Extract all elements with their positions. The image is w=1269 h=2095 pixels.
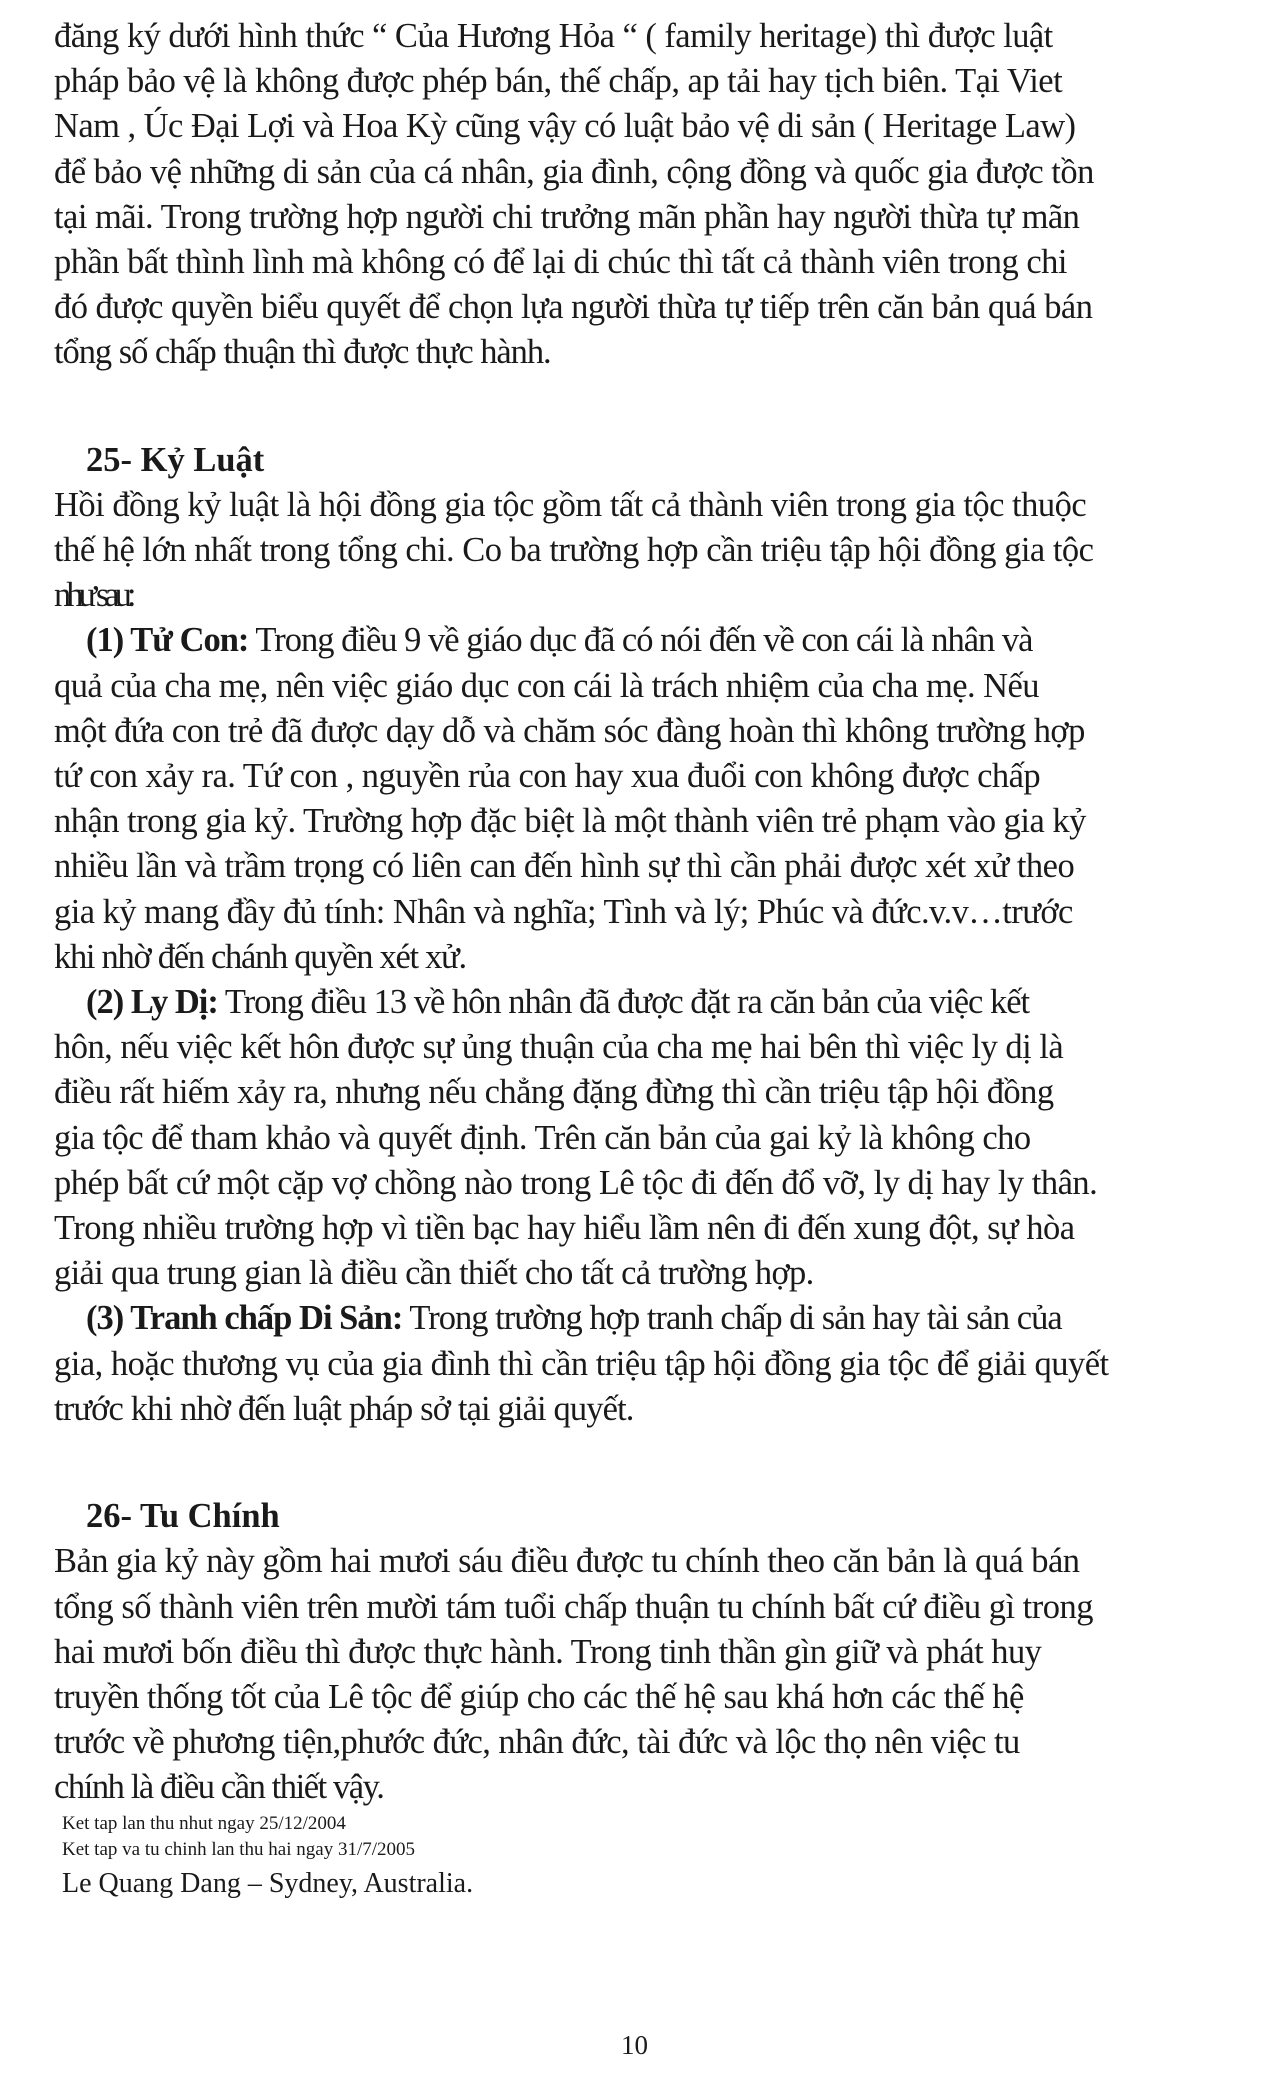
text-line: hai mươi bốn điều thì được thực hành. Trong tinh thần gìn giữ và phát huy: [54, 1632, 1042, 1671]
item-label: (1) Tử Con:: [86, 621, 249, 660]
intro-paragraph: [54, 14, 1244, 376]
text-line: điều rất hiếm xảy ra, nhưng nếu chẳng đặng đừng thì cần triệu tập hội đồng: [54, 1073, 1054, 1112]
section-25-item-2: [54, 980, 1244, 1296]
section-25-item-1: [54, 618, 1244, 980]
text-line: nhận trong gia kỷ. Trường hợp đặc biệt là một thành viên trẻ phạm vào gia kỷ: [54, 802, 1086, 841]
text-line: pháp bảo vệ là không được phép bán, thế chấp, ap tải hay tịch biên. Tại Viet: [54, 62, 1063, 101]
item-label: (2) Ly Dị:: [86, 983, 218, 1022]
item-first-line: [54, 1296, 1244, 1341]
item-first-line: [54, 618, 1244, 663]
text-line: đăng ký dưới hình thức “ Của Hương Hỏa “ ( family heritage) thì được luật: [54, 17, 1053, 55]
text-line: trước về phương tiện,phước đức, nhân đức, tài đức và lộc thọ nên việc tu: [54, 1723, 1020, 1762]
text-line: tứ con xảy ra. Tứ con , nguyền rủa con hay xua đuổi con không được chấp: [54, 757, 1041, 796]
text-line: để bảo vệ những di sản của cá nhân, gia đình, cộng đồng và quốc gia được tồn: [54, 152, 1094, 191]
text-line: Hồi đồng kỷ luật là hội đồng gia tộc gồm tất cả thành viên trong gia tộc thuộc: [54, 485, 1087, 524]
text-line: gia, hoặc thương vụ của gia đình thì cần triệu tập hội đồng gia tộc để giải quyết: [54, 1344, 1109, 1383]
section-25-heading: 25- Kỷ Luật: [86, 440, 265, 479]
item-text: Trong điều 9 về giáo dục đã có nói đến về con cái là nhân và: [248, 621, 1033, 660]
text-line: Bản gia kỷ này gồm hai mươi sáu điều được tu chính theo căn bản là quá bán: [54, 1542, 1080, 1581]
page-number: 10: [621, 2030, 648, 2060]
author-signature: Le Quang Dang – Sydney, Australia.: [62, 1867, 474, 1899]
text-line: truyền thống tốt của Lê tộc để giúp cho các thế hệ sau khá hơn các thế hệ: [54, 1677, 1024, 1716]
section-26-heading: 26- Tu Chính: [86, 1497, 280, 1536]
compilation-note-2: Ket tap va tu chinh lan thu hai ngay 31/7/2005: [62, 1838, 416, 1860]
item-text: Trong trường hợp tranh chấp di sản hay tài sản của: [402, 1299, 1062, 1338]
text-line: khi nhờ đến chánh quyền xét xử.: [54, 937, 466, 976]
text-line: giải qua trung gian là điều cần thiết cho tất cả trường hợp.: [54, 1254, 814, 1293]
section-25-intro: [54, 483, 1244, 619]
text-line: quả của cha mẹ, nên việc giáo dục con cái là trách nhiệm của cha mẹ. Nếu: [54, 666, 1039, 705]
text-line: trước khi nhờ đến luật pháp sở tại giải quyết.: [54, 1389, 634, 1428]
text-line: gia tộc để tham khảo và quyết định. Trên căn bản của gai kỷ là không cho: [54, 1118, 1031, 1157]
text-line: một đứa con trẻ đã được dạy dỗ và chăm sóc đàng hoàn thì không trường hợp: [54, 711, 1085, 750]
text-line: đó được quyền biểu quyết để chọn lựa người thừa tự tiếp trên căn bản quá bán: [54, 288, 1093, 327]
compilation-note-1: Ket tap lan thu nhut ngay 25/12/2004: [62, 1812, 346, 1834]
text-line: chính là điều cần thiết vậy.: [54, 1768, 384, 1807]
text-line: Trong nhiều trường hợp vì tiền bạc hay hiểu lầm nên đi đến xung đột, sự hòa: [54, 1209, 1075, 1248]
text-line: tổng số thành viên trên mười tám tuổi chấp thuận tu chính bất cứ điều gì trong: [54, 1587, 1093, 1626]
text-line: như sau:: [54, 576, 132, 615]
item-first-line: [54, 980, 1244, 1025]
item-text: Trong điều 13 về hôn nhân đã được đặt ra căn bản của việc kết: [217, 983, 1030, 1022]
item-label: (3) Tranh chấp Di Sản:: [86, 1299, 403, 1338]
text-line: phép bất cứ một cặp vợ chồng nào trong Lê tộc đi đến đổ vỡ, ly dị hay ly thân.: [54, 1163, 1098, 1202]
section-25-item-3: [54, 1296, 1244, 1432]
document-page: [54, 14, 1244, 2074]
text-line: tổng số chấp thuận thì được thực hành.: [54, 333, 551, 372]
text-line: tại mãi. Trong trường hợp người chi trưởng mãn phần hay người thừa tự mãn: [54, 197, 1080, 236]
text-line: phần bất thình lình mà không có để lại di chúc thì tất cả thành viên trong chi: [54, 243, 1067, 282]
text-line: gia kỷ mang đầy đủ tính: Nhân và nghĩa; Tình và lý; Phúc và đức.v.v…trước: [54, 892, 1073, 931]
text-line: nhiều lần và trầm trọng có liên can đến hình sự thì cần phải được xét xử theo: [54, 847, 1075, 886]
text-line: hôn, nếu việc kết hôn được sự ủng thuận của cha mẹ hai bên thì việc ly dị là: [54, 1028, 1064, 1067]
section-26-paragraph: [54, 1539, 1244, 1810]
text-line: thế hệ lớn nhất trong tổng chi. Co ba trường hợp cần triệu tập hội đồng gia tộc: [54, 531, 1094, 570]
text-line: Nam , Úc Đại Lợi và Hoa Kỳ cũng vậy có luật bảo vệ di sản ( Heritage Law): [54, 107, 1076, 146]
